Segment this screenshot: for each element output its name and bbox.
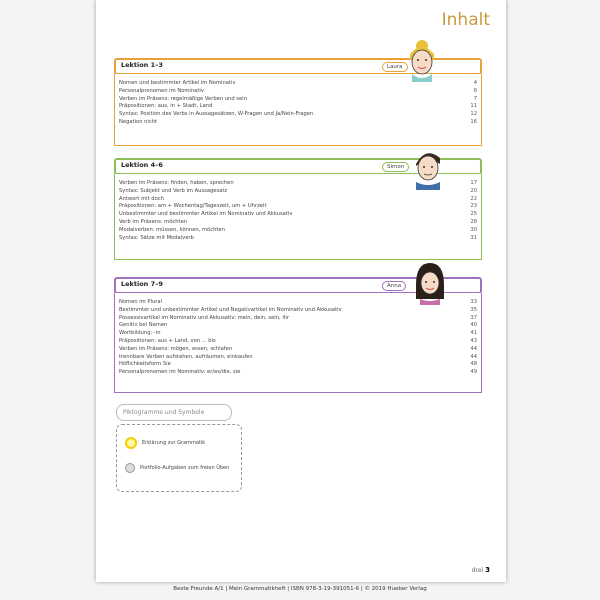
toc-item[interactable]: Präpositionen: am + Wochentag/Tageszeit, um + Uhrzeit 23 <box>119 203 477 210</box>
footer: Beste Freunde A/1 | Mein Grammatikheft | ISBN 978-3-19-391051-6 | © 2019 Hueber Verlag <box>173 586 427 592</box>
section-title: Lektion 1–3 <box>121 61 163 69</box>
toc-item[interactable]: Präpositionen: aus, in + Stadt, Land 11 <box>119 103 477 110</box>
section-title: Lektion 4–6 <box>121 161 163 169</box>
toc-item[interactable]: Höflichkeitsform Sie 48 <box>119 361 477 368</box>
toc-item[interactable]: Präpositionen: aus + Land, von ... bis 43 <box>119 337 477 344</box>
toc-list <box>115 293 481 381</box>
toc-list <box>115 74 481 131</box>
toc-item[interactable]: Syntax: Position des Verbs in Aussagesätzen, W-Fragen und Ja/Nein-Fragen 12 <box>119 111 477 118</box>
document-page <box>96 0 506 582</box>
lightbulb-icon <box>125 437 137 449</box>
page-number: drei 3 <box>471 566 490 574</box>
toc-item[interactable]: Genitiv bei Namen 40 <box>119 322 477 329</box>
toc-item[interactable]: Antwort mit doch 22 <box>119 195 477 202</box>
toc-item[interactable]: Bestimmter und unbestimmter Artikel und Negativartikel im Nominativ und Akkusativ 35 <box>119 306 477 313</box>
legend-item <box>125 437 205 449</box>
page-title: Inhalt <box>441 10 490 30</box>
toc-item[interactable]: Verb im Präsens: möchten 28 <box>119 218 477 225</box>
section-body <box>114 293 482 393</box>
laura-avatar <box>396 36 442 82</box>
toc-item[interactable]: Verben im Präsens: finden, haben, sprechen 17 <box>119 180 477 186</box>
toc-item[interactable]: Nomen im Plural 33 <box>119 299 477 305</box>
anna-avatar <box>406 259 452 305</box>
toc-item[interactable]: Possessivartikel im Nominativ und Akkusativ: mein, dein, sein, ihr 37 <box>119 314 477 321</box>
toc-item[interactable]: trennbare Verben aufstehen, aufräumen, einkaufen 44 <box>119 353 477 360</box>
pictogram-heading: Piktogramme und Symbole <box>116 404 232 421</box>
legend-label: Erklärung zur Grammatik <box>142 440 206 446</box>
toc-item[interactable]: Negation nicht 16 <box>119 118 477 125</box>
pictogram-legend <box>116 424 242 492</box>
character-name-tag: Anna <box>382 281 406 291</box>
portfolio-icon <box>125 463 135 473</box>
section-body <box>114 74 482 146</box>
legend-item <box>125 463 229 473</box>
toc-item[interactable]: Nomen und bestimmter Artikel im Nominativ 4 <box>119 80 477 86</box>
toc-item[interactable]: Verben im Präsens: regelmäßige Verben und sein 7 <box>119 95 477 102</box>
legend-label: Portfolio-Aufgaben zum freien Üben <box>140 465 230 471</box>
toc-item[interactable]: Personalpronomen im Nominativ 6 <box>119 87 477 94</box>
toc-item[interactable]: Syntax: Sätze mit Modalverb 31 <box>119 234 477 241</box>
toc-item[interactable]: Wortbildung: -in 41 <box>119 330 477 337</box>
toc-item[interactable]: Personalpronomen im Nominativ: er/es/die, sie 49 <box>119 369 477 376</box>
simon-avatar <box>404 144 450 190</box>
toc-item[interactable]: Unbestimmter und bestimmter Artikel im Nominativ und Akkusativ 25 <box>119 211 477 218</box>
character-name-tag: Laura <box>382 62 408 72</box>
toc-item[interactable]: Syntax: Subjekt und Verb im Aussagesatz 20 <box>119 187 477 194</box>
toc-item[interactable]: Modalverben: müssen, können, möchten 30 <box>119 226 477 233</box>
character-name-tag: Simon <box>382 162 409 172</box>
toc-item[interactable]: Verben im Präsens: mögen, essen, schlafen 44 <box>119 345 477 352</box>
section-title: Lektion 7–9 <box>121 280 163 288</box>
